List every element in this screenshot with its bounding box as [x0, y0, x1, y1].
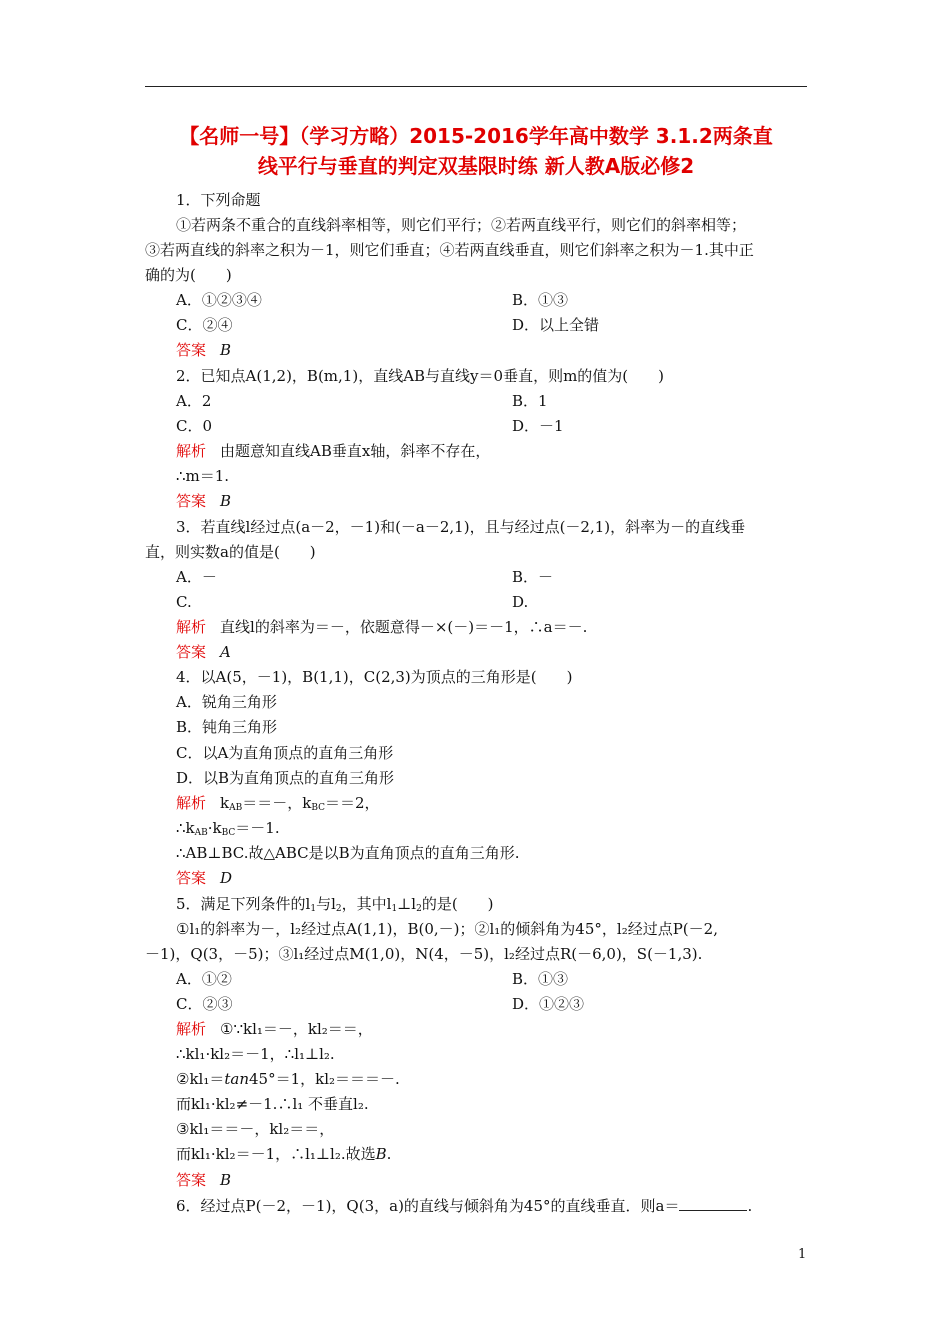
q3-option-a: A．－ [176, 568, 217, 586]
q1-stem: 1．下列命题 [176, 191, 261, 209]
q1-option-a: A．①②③④ [176, 291, 262, 309]
q3-analysis-text: 直线l的斜率为＝－，依题意得－×(－)＝－1，∴a＝－. [220, 618, 588, 636]
analysis-label: 解析 [176, 618, 207, 636]
answer-label: 答案 [176, 643, 207, 661]
q5-analysis [176, 1019, 373, 1039]
q2-stem: 2．已知点A(1,2)，B(m,1)，直线AB与直线y＝0垂直，则m的值为( ) [176, 367, 665, 385]
q1-line-3: 确的为( ) [145, 266, 232, 284]
q1-option-c: C．②④ [176, 316, 233, 334]
q2-option-a: A．2 [176, 392, 212, 410]
q1-option-d: D．以上全错 [512, 316, 600, 334]
q2-option-b: B．1 [512, 392, 548, 410]
answer-label: 答案 [176, 492, 207, 510]
q1-answer [176, 340, 231, 360]
q5-answer [176, 1170, 231, 1190]
q3-option-c: C. [176, 593, 192, 611]
q3-option-b: B．－ [512, 568, 554, 586]
q5-condition-1: ①l₁的斜率为－，l₂经过点A(1,1)，B(0,－)；②l₁的倾斜角为45°，l₂经过点P(－2, [176, 920, 718, 938]
q4-analysis [176, 793, 380, 813]
q5-answer-value: B [220, 1171, 232, 1189]
q2-answer-value: B [220, 492, 232, 510]
q5-option-a: A．①② [176, 970, 232, 988]
q2-analysis-2: ∴m＝1. [176, 467, 230, 485]
q1-line-1: ①若两条不重合的直线斜率相等，则它们平行；②若两直线平行，则它们的斜率相等； [176, 216, 747, 234]
q5-analysis-2: ∴kl₁·kl₂＝－1，∴l₁⊥l₂. [176, 1045, 335, 1063]
q4-analysis-text: $k_{AB}==-$，$k_{BC}==2$， [220, 794, 380, 813]
page-number: 1 [798, 1247, 807, 1262]
q1-line-2: ③若两直线的斜率之积为－1，则它们垂直；④若两直线垂直，则它们斜率之积为－1.其中正 [145, 241, 754, 259]
q5-option-c: C．②③ [176, 995, 233, 1013]
analysis-label: 解析 [176, 1020, 207, 1038]
q5-analysis-1: ①∵kl₁＝－，kl₂＝＝， [220, 1020, 373, 1038]
q6-answer-blank[interactable] [679, 1196, 747, 1211]
q1-answer-value: B [220, 341, 232, 359]
q6-stem: 6．经过点P(－2，－1)，Q(3，a)的直线与倾斜角为45°的直线垂直．则a＝ . [176, 1197, 753, 1215]
q2-analysis-text: 由题意知直线AB垂直x轴，斜率不存在， [220, 442, 491, 460]
q5-option-b: B．①③ [512, 970, 569, 988]
q2-option-d: D．－1 [512, 417, 564, 435]
q4-option-d: D．以B为直角顶点的直角三角形 [176, 769, 395, 787]
q2-analysis [176, 441, 490, 461]
q3-answer [176, 642, 231, 662]
q4-stem: 4．以A(5，－1)，B(1,1)，C(2,3)为顶点的三角形是( ) [176, 668, 573, 686]
q5-analysis-3: ②kl₁＝tan45°＝1，kl₂＝＝＝－. [176, 1070, 400, 1088]
q5-analysis-5: ③kl₁＝＝－，kl₂＝＝， [176, 1120, 335, 1138]
q4-answer-value: D [220, 869, 233, 887]
q4-option-b: B．钝角三角形 [176, 718, 278, 736]
analysis-label: 解析 [176, 442, 207, 460]
q5-analysis-4: 而kl₁·kl₂≠－1.∴l₁ 不垂直l₂. [176, 1095, 369, 1113]
q4-analysis-3: ∴AB⊥BC.故△ABC是以B为直角顶点的直角三角形. [176, 844, 520, 862]
title-line-2: 线平行与垂直的判定双基限时练 新人教A版必修2 [257, 154, 695, 178]
answer-label: 答案 [176, 1171, 207, 1189]
q2-answer [176, 491, 231, 511]
q5-condition-2: －1)，Q(3，－5)；③l₁经过点M(1,0)，N(4，－5)，l₂经过点R(－6,0)，S(－1,3). [145, 945, 703, 963]
title-line-1: 【名师一号】（学习方略）2015-2016学年高中数学 3.1.2两条直 [179, 124, 773, 148]
analysis-label: 解析 [176, 794, 207, 812]
header-rule [145, 86, 807, 87]
q1-option-b: B．①③ [512, 291, 569, 309]
q3-line-1: 3．若直线l经过点(a－2，－1)和(－a－2,1)，且与经过点(－2,1)，斜率为－的直线垂 [176, 518, 746, 536]
q4-option-a: A．锐角三角形 [176, 693, 277, 711]
answer-label: 答案 [176, 341, 207, 359]
q3-line-2: 直，则实数a的值是( ) [145, 543, 316, 561]
q5-stem: 5．满足下列条件的$l_1$与$l_2$，其中$l_1\perp l_2$的是( ) [176, 895, 494, 914]
q3-answer-value: A [220, 643, 231, 661]
q3-option-d: D. [512, 593, 529, 611]
q5-option-d: D．①②③ [512, 995, 585, 1013]
q5-analysis-6: 而kl₁·kl₂＝－1，∴l₁⊥l₂.故选B. [176, 1145, 392, 1163]
q4-analysis-2: $\therefore k_{AB}\cdot k_{BC}=-1$. [176, 819, 280, 838]
q4-answer [176, 868, 232, 888]
q3-analysis [176, 617, 587, 637]
page-title [145, 121, 807, 181]
q2-option-c: C．0 [176, 417, 213, 435]
answer-label: 答案 [176, 869, 207, 887]
q4-option-c: C．以A为直角顶点的直角三角形 [176, 744, 394, 762]
